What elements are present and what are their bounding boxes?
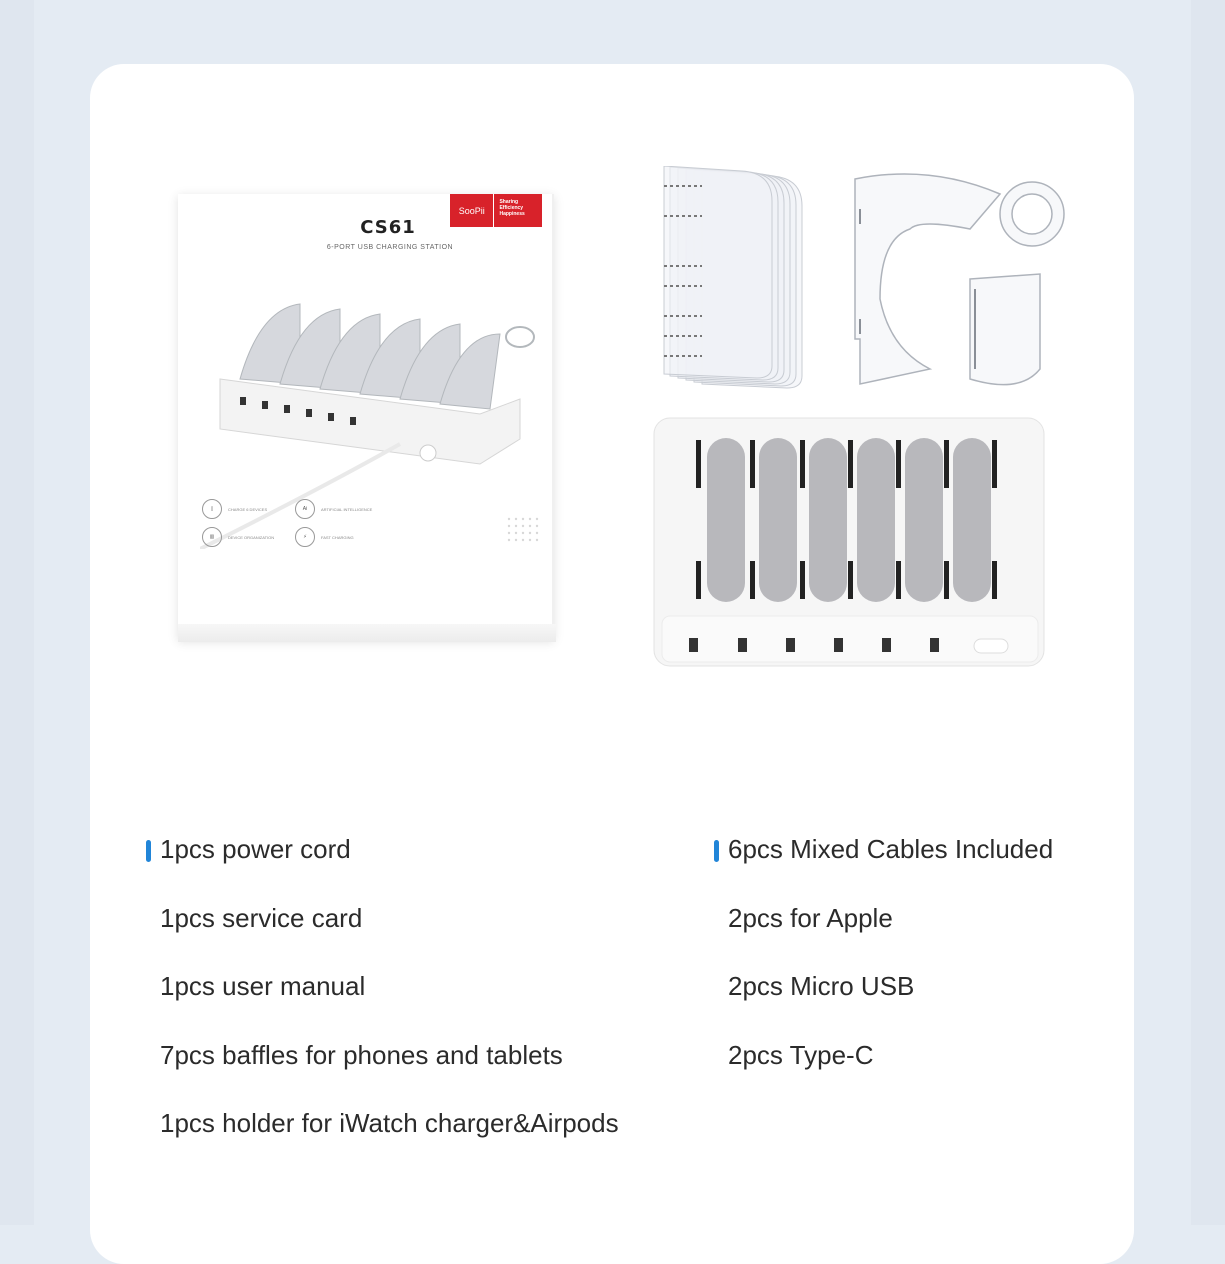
list-item-text: 1pcs user manual — [160, 971, 366, 1001]
charging-station-top-view — [652, 416, 1048, 672]
feature-label: FAST CHARGING — [321, 534, 354, 540]
list-item-text: 2pcs Type-C — [728, 1039, 874, 1070]
model-name: CS61 — [360, 217, 416, 238]
package-box-side — [178, 624, 556, 642]
watch-holder-image — [850, 169, 1070, 394]
brand-slogan — [494, 194, 542, 227]
model-subtitle: 6-PORT USB CHARGING STATION — [326, 244, 454, 251]
ai-icon: Ai — [295, 499, 315, 519]
brand-logo: SooPii — [450, 194, 494, 227]
baffles-stack-image — [662, 166, 812, 396]
phone-tablet-icon: ▯ — [202, 499, 222, 519]
dot-grid-decoration — [506, 516, 542, 544]
brand-label — [450, 194, 542, 227]
power-button-icon — [420, 445, 436, 461]
slogan-line: Efficiency — [499, 205, 524, 211]
power-switch — [974, 639, 1008, 653]
feature-organization — [202, 527, 274, 547]
feature-charge-devices — [202, 499, 267, 519]
list-item-text: 1pcs power cord — [160, 834, 351, 864]
list-item-text: 1pcs holder for iWatch charger&Airpods — [160, 1108, 619, 1138]
list-item-text: 1pcs service card — [160, 902, 363, 933]
feature-label: DEVICE ORGANIZATION — [228, 534, 275, 540]
list-item-text: 7pcs baffles for phones and tablets — [160, 1039, 563, 1070]
feature-fast-charging — [295, 527, 354, 547]
right-edge-strip — [1191, 0, 1225, 1225]
fast-charge-icon: ⚡ — [295, 527, 315, 547]
feature-label: CHARGE 6 DEVICES — [228, 506, 268, 512]
list-item-text: 2pcs for Apple — [728, 902, 893, 933]
feature-label: ARTIFICIAL INTELLIGENCE — [321, 506, 373, 512]
list-marker — [714, 840, 719, 862]
list-item-text: 2pcs Micro USB — [728, 971, 915, 1001]
list-item-text: 6pcs Mixed Cables Included — [728, 834, 1054, 864]
slogan-line: Happiness — [499, 211, 525, 217]
left-edge-strip — [0, 0, 34, 1225]
slogan-line: Sharing — [499, 199, 519, 205]
content-card — [90, 64, 1134, 1264]
feature-ai — [295, 499, 372, 519]
list-marker — [146, 840, 151, 862]
organizer-icon: ▥ — [202, 527, 222, 547]
